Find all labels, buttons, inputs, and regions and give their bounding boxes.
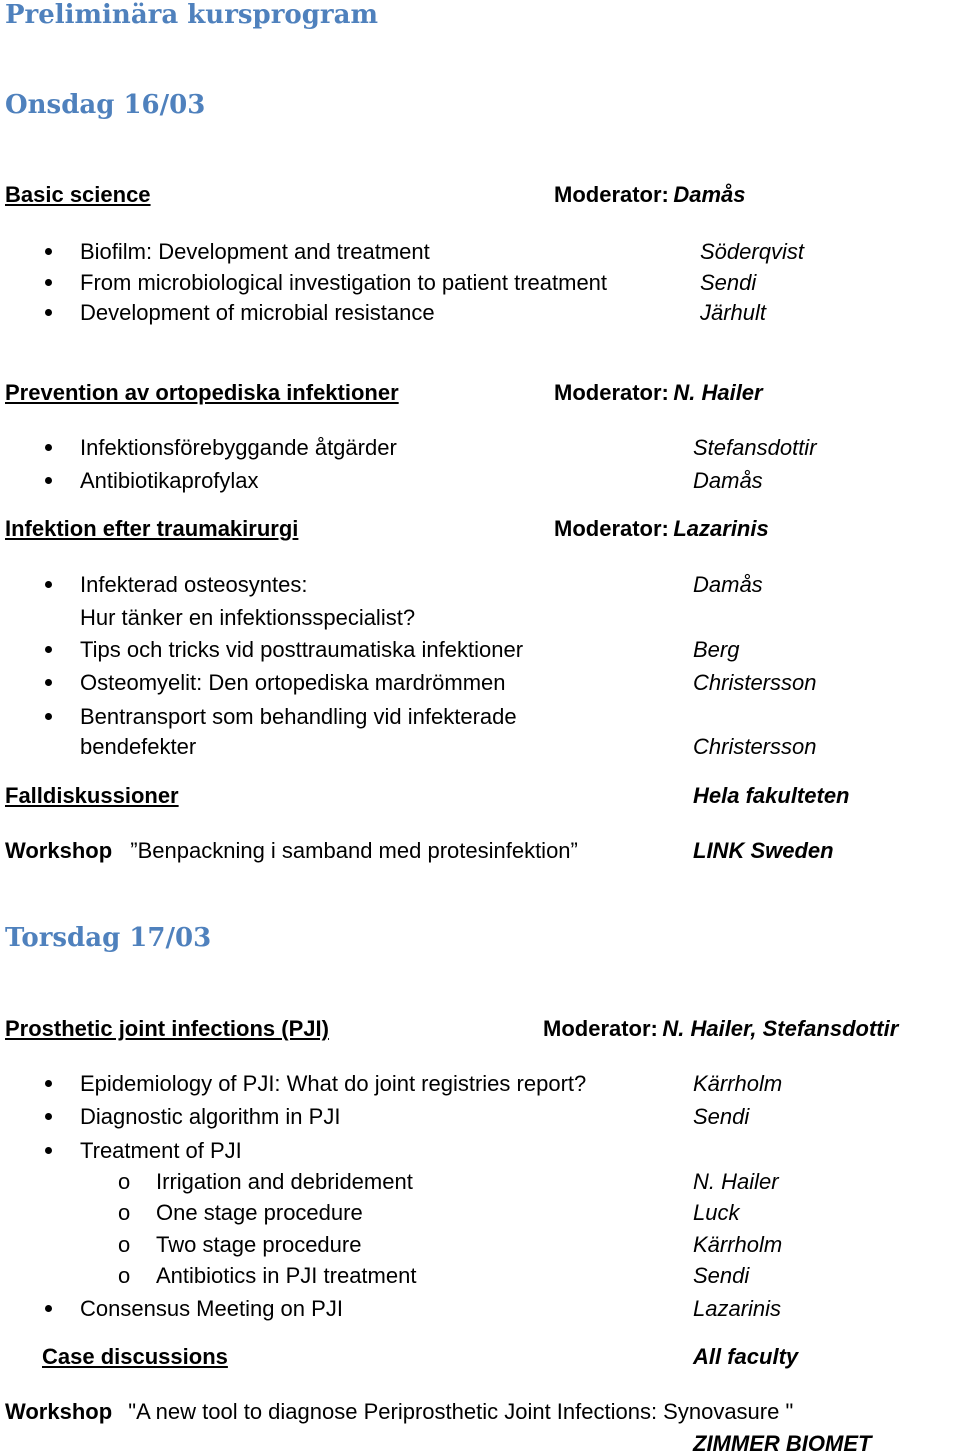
list-item-continuation: Hur tänker en infektionsspecialist? xyxy=(80,605,416,630)
bullet-icon xyxy=(45,248,52,255)
list-item: Bentransport som behandling vid infekterade xyxy=(80,704,517,729)
moderator-name: Lazarinis xyxy=(673,516,769,541)
bullet-icon xyxy=(45,679,52,686)
bullet-icon xyxy=(45,1113,52,1120)
speaker: Christersson xyxy=(693,670,817,695)
moderator-name: Damås xyxy=(673,182,746,207)
speaker: Christersson xyxy=(693,734,817,759)
subitem-marker: o xyxy=(118,1232,131,1257)
sub-list-item: Two stage procedure xyxy=(156,1232,362,1257)
speaker: Berg xyxy=(693,637,740,662)
bullet-icon xyxy=(45,309,52,316)
workshop-day1 xyxy=(5,840,578,862)
bullet-icon xyxy=(45,646,52,653)
subitem-marker: o xyxy=(118,1169,131,1194)
speaker: Sendi xyxy=(693,1104,750,1129)
list-item: Biofilm: Development and treatment xyxy=(80,239,430,264)
bullet-icon xyxy=(45,713,52,720)
page-title: Preliminära kursprogram xyxy=(5,0,378,30)
case-discussions-label: Case discussions xyxy=(42,1344,228,1369)
bullet-icon xyxy=(45,1305,52,1312)
workshop-text: ”Benpackning i samband med protesinfektion” xyxy=(130,838,578,863)
speaker: Lazarinis xyxy=(693,1296,782,1321)
moderator-basic-science xyxy=(554,184,746,206)
workshop-speaker: ZIMMER BIOMET xyxy=(693,1431,872,1456)
speaker: Järhult xyxy=(700,300,767,325)
list-item-continuation: bendefekter xyxy=(80,734,197,759)
bullet-icon xyxy=(45,279,52,286)
speaker: Sendi xyxy=(693,1263,750,1288)
list-item: Tips och tricks vid posttraumatiska infektioner xyxy=(80,637,524,662)
list-item: Consensus Meeting on PJI xyxy=(80,1296,343,1321)
bullet-icon xyxy=(45,477,52,484)
workshop-text: "A new tool to diagnose Periprosthetic Joint Infections: Synovasure " xyxy=(128,1399,794,1424)
moderator-label: Moderator: xyxy=(554,182,669,207)
bullet-icon xyxy=(45,1147,52,1154)
speaker: Söderqvist xyxy=(700,239,804,264)
speaker: N. Hailer xyxy=(693,1169,779,1194)
list-item: Antibiotikaprofylax xyxy=(80,468,259,493)
sub-list-item: Antibiotics in PJI treatment xyxy=(156,1263,417,1288)
subitem-marker: o xyxy=(118,1263,131,1288)
workshop-label: Workshop xyxy=(5,838,113,863)
speaker: Kärrholm xyxy=(693,1232,783,1257)
session-title-prevention: Prevention av ortopediska infektioner xyxy=(5,380,399,405)
moderator-label: Moderator: xyxy=(543,1016,658,1041)
session-title-pji: Prosthetic joint infections (PJI) xyxy=(5,1016,329,1041)
list-item: Diagnostic algorithm in PJI xyxy=(80,1104,341,1129)
day-heading-torsdag: Torsdag 17/03 xyxy=(5,923,212,953)
speaker: Damås xyxy=(693,572,763,597)
workshop-speaker: LINK Sweden xyxy=(693,838,834,863)
list-item: From microbiological investigation to patient treatment xyxy=(80,270,608,295)
sub-list-item: One stage procedure xyxy=(156,1200,363,1225)
list-item: Infekterad osteosyntes: xyxy=(80,572,308,597)
moderator-label: Moderator: xyxy=(554,516,669,541)
moderator-pji xyxy=(543,1018,898,1040)
moderator-prevention xyxy=(554,382,763,404)
bullet-icon xyxy=(45,581,52,588)
speaker: Luck xyxy=(693,1200,740,1225)
speaker: Damås xyxy=(693,468,763,493)
workshop-day2 xyxy=(5,1401,793,1423)
case-discussions-speaker: All faculty xyxy=(693,1344,799,1369)
day-heading-onsdag: Onsdag 16/03 xyxy=(5,90,206,120)
list-item: Treatment of PJI xyxy=(80,1138,242,1163)
speaker: Kärrholm xyxy=(693,1071,783,1096)
speaker: Stefansdottir xyxy=(693,435,817,460)
moderator-name: N. Hailer xyxy=(673,380,763,405)
bullet-icon xyxy=(45,444,52,451)
bullet-icon xyxy=(45,1080,52,1087)
list-item: Development of microbial resistance xyxy=(80,300,435,325)
workshop-label: Workshop xyxy=(5,1399,113,1424)
falldiskussioner-speaker: Hela fakulteten xyxy=(693,783,850,808)
sub-list-item: Irrigation and debridement xyxy=(156,1169,413,1194)
moderator-trauma xyxy=(554,518,769,540)
session-title-basic-science: Basic science xyxy=(5,182,151,207)
list-item: Infektionsförebyggande åtgärder xyxy=(80,435,397,460)
falldiskussioner-label: Falldiskussioner xyxy=(5,783,179,808)
moderator-label: Moderator: xyxy=(554,380,669,405)
list-item: Epidemiology of PJI: What do joint registries report? xyxy=(80,1071,587,1096)
session-title-trauma: Infektion efter traumakirurgi xyxy=(5,516,299,541)
moderator-name: N. Hailer, Stefansdottir xyxy=(662,1016,899,1041)
speaker: Sendi xyxy=(700,270,757,295)
subitem-marker: o xyxy=(118,1200,131,1225)
list-item: Osteomyelit: Den ortopediska mardrömmen xyxy=(80,670,506,695)
